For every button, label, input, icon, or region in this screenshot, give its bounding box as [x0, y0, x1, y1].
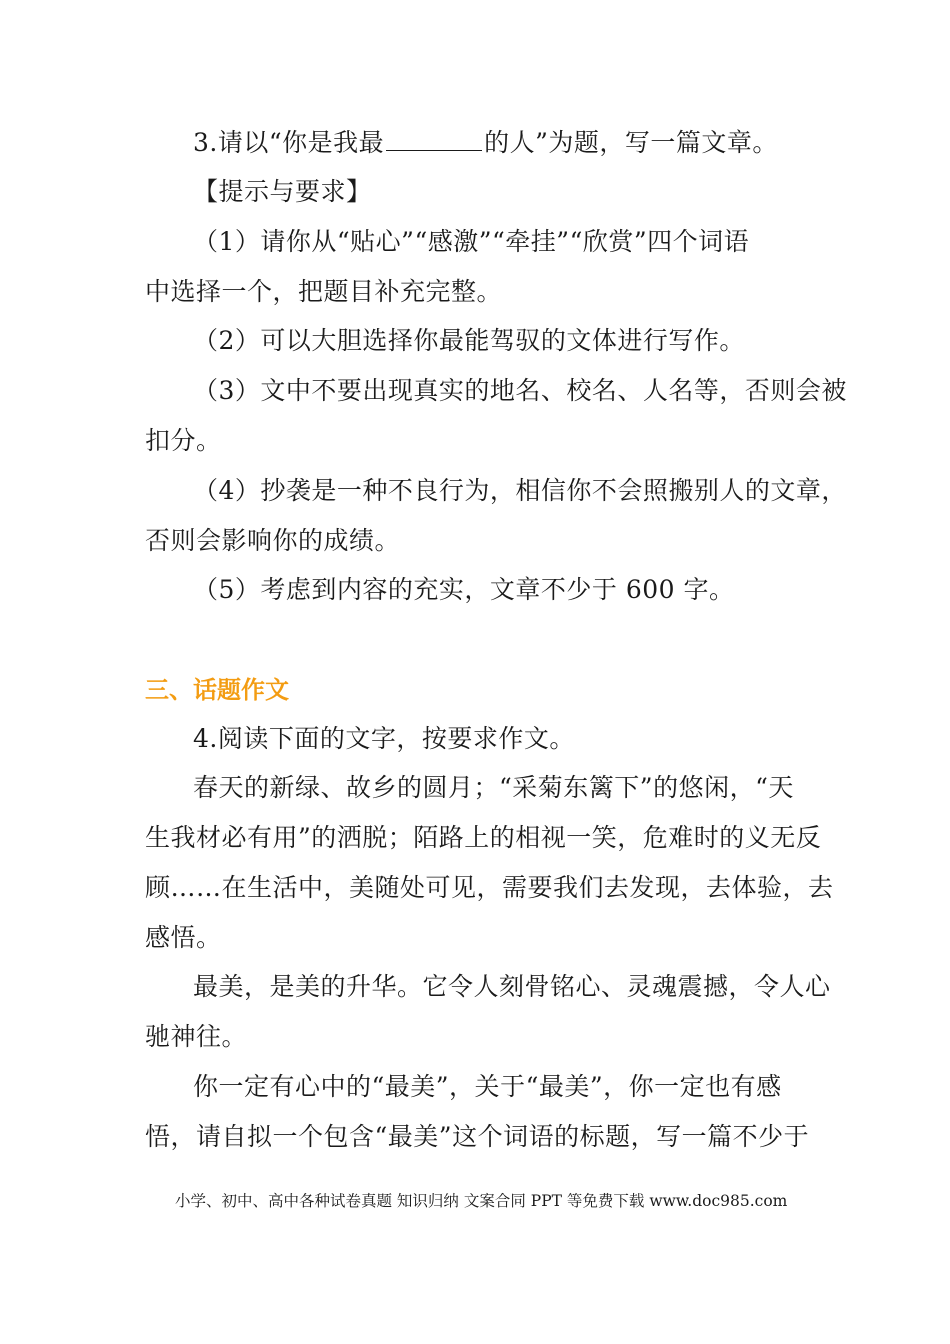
- paragraph-3-line-1: 你一定有心中的“最美”，关于“最美”，你一定也有感: [193, 1072, 782, 1101]
- paragraph-1-line-1: 春天的新绿、故乡的圆月；“采菊东篱下”的悠闲，“天: [193, 773, 794, 802]
- paragraph-2-line-2: 驰神往。: [145, 1022, 248, 1051]
- hints-heading: 【提示与要求】: [193, 177, 372, 206]
- paragraph-1-line-2: 生我材必有用”的洒脱；陌路上的相视一笑，危难时的义无反: [145, 823, 822, 852]
- hint-item-2: （2）可以大胆选择你最能驾驭的文体进行写作。: [193, 326, 745, 355]
- hint-item-4-line-2: 否则会影响你的成绩。: [145, 526, 401, 555]
- task3-prompt: [193, 126, 778, 160]
- hint-item-1-line-1: （1）请你从“贴心”“感激”“牵挂”“欣赏”四个词语: [193, 227, 750, 256]
- paragraph-1-line-4: 感悟。: [145, 923, 222, 952]
- task4-intro: 4.阅读下面的文字，按要求作文。: [193, 724, 575, 753]
- task3-suffix: 的人”为题，写一篇文章。: [484, 128, 778, 157]
- hint-item-3-line-2: 扣分。: [145, 426, 222, 455]
- paragraph-1-line-3: 顾……在生活中，美随处可见，需要我们去发现，去体验，去: [145, 873, 834, 902]
- task3-prefix: 3.请以“你是我最: [193, 128, 385, 157]
- section-heading: 三、话题作文: [145, 676, 289, 704]
- paragraph-2-line-1: 最美，是美的升华。它令人刻骨铭心、灵魂震撼，令人心: [193, 972, 831, 1001]
- paragraph-3-line-2: 悟，请自拟一个包含“最美”这个词语的标题，写一篇不少于: [145, 1122, 810, 1151]
- hint-item-1-line-2: 中选择一个，把题目补充完整。: [145, 277, 503, 306]
- page-footer: 小学、初中、高中各种试卷真题 知识归纳 文案合同 PPT 等免费下载 www.doc985.com: [175, 1192, 788, 1210]
- hint-item-4-line-1: （4）抄袭是一种不良行为，相信你不会照搬别人的文章，: [193, 476, 847, 505]
- hint-item-3-line-1: （3）文中不要出现真实的地名、校名、人名等，否则会被: [193, 376, 847, 405]
- hint-item-5: （5）考虑到内容的充实，文章不少于 600 字。: [193, 575, 735, 604]
- title-blank: [386, 126, 482, 151]
